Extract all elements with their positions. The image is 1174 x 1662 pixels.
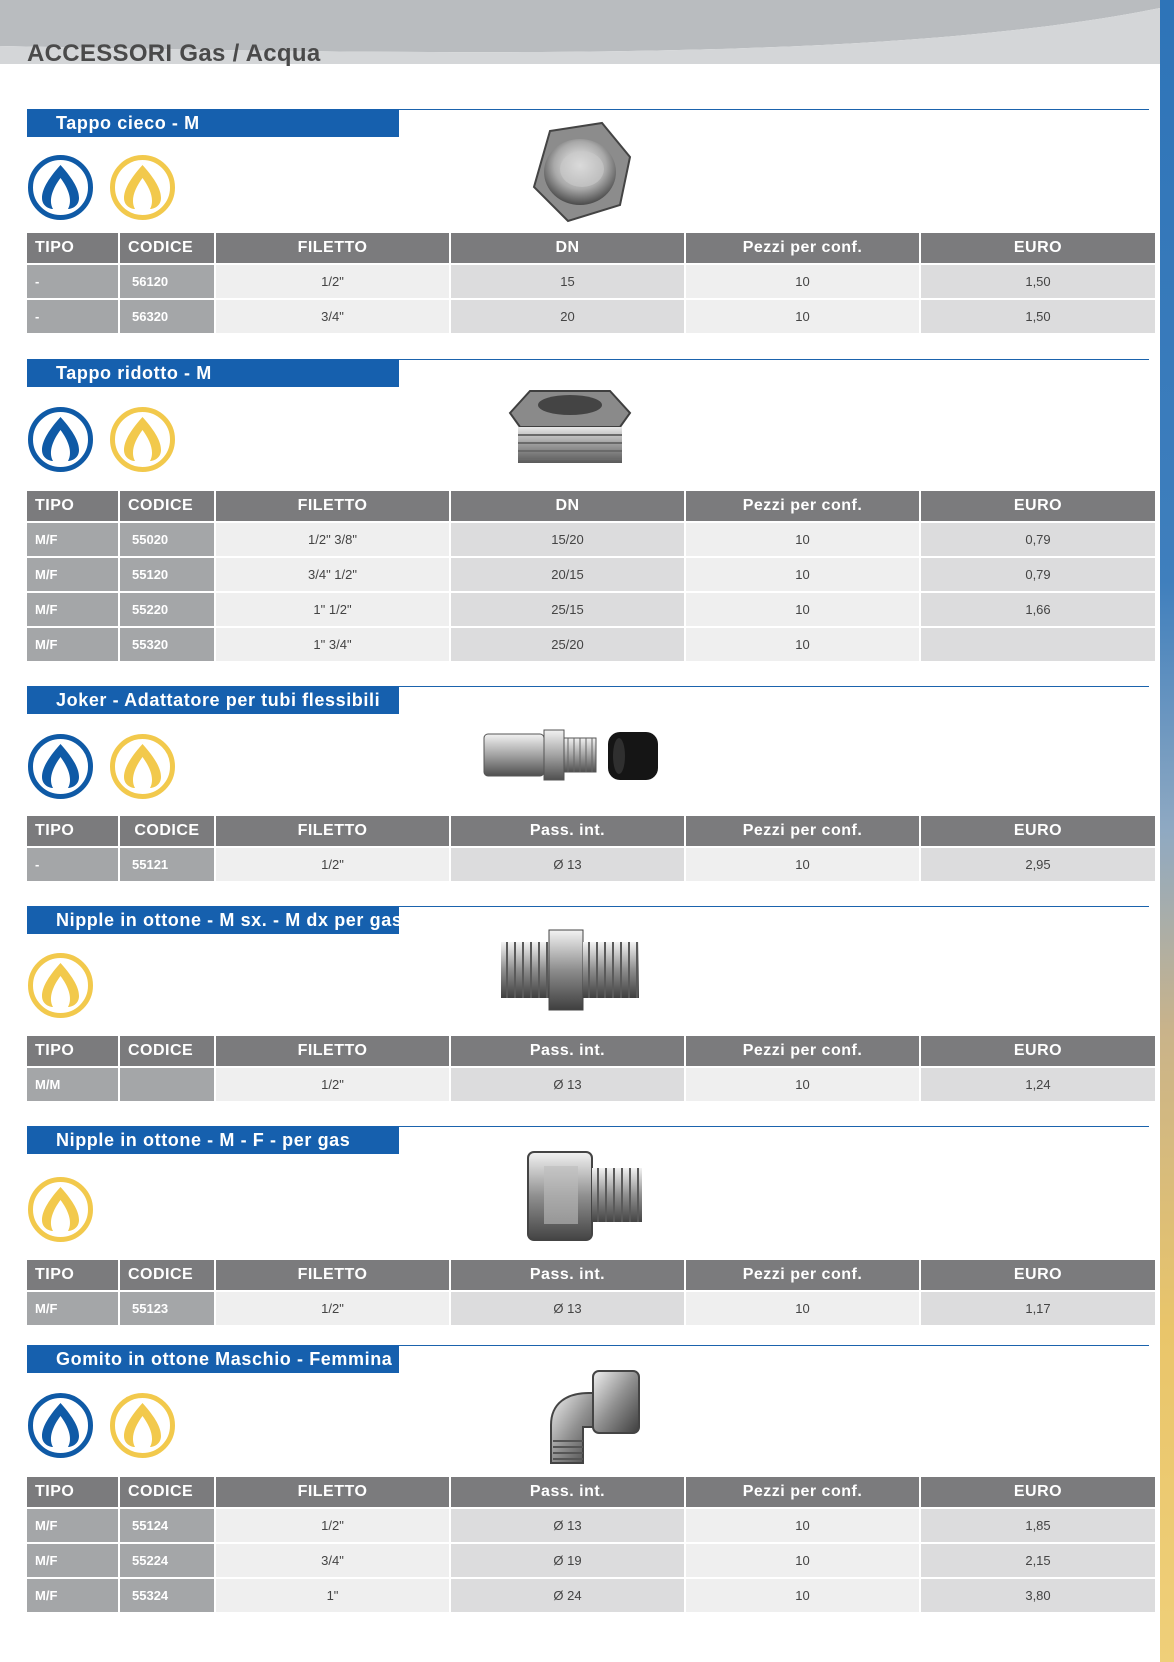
usage-icons [27,1392,176,1459]
col-header-filetto: FILETTO [216,1036,449,1066]
cell-pezzi: 10 [686,848,919,881]
cell-pezzi: 10 [686,593,919,626]
section-tappo-ridotto [27,359,1149,652]
col-header-filetto: FILETTO [216,816,449,846]
gas-flame-icon [27,1176,94,1243]
col-header-filetto: FILETTO [216,1477,449,1507]
spec-table [25,1475,1157,1614]
col-header-tipo: TIPO [27,1477,118,1507]
cell-codice: 55220 [120,593,214,626]
cell-tipo: M/F [27,1292,118,1325]
gas-flame-icon [109,733,176,800]
cell-dn: 25/20 [451,628,684,661]
table-row [27,523,1155,556]
water-flame-icon [27,154,94,221]
cell-codice: 56320 [120,300,214,333]
cell-codice: 55224 [120,1544,214,1577]
spec-table [25,1258,1157,1327]
product-image-tappo-cieco [520,117,640,227]
col-header-tipo: TIPO [27,233,118,263]
cell-filetto: 1" [216,1579,449,1612]
usage-icons [27,154,176,221]
table-row [27,265,1155,298]
cell-euro: 1,85 [921,1509,1155,1542]
gas-flame-icon [109,1392,176,1459]
cell-pezzi: 10 [686,523,919,556]
cell-dn: 15/20 [451,523,684,556]
cell-euro: 2,95 [921,848,1155,881]
section-tappo-cieco [27,109,1149,324]
section-title: Nipple in ottone - M - F - per gas [27,1126,399,1154]
cell-codice: 55120 [120,558,214,591]
cell-euro: 1,17 [921,1292,1155,1325]
cell-codice: 55324 [120,1579,214,1612]
spec-table [25,1034,1157,1103]
cell-tipo: M/F [27,593,118,626]
cell-pass-int: Ø 13 [451,848,684,881]
col-header-euro: EURO [921,1260,1155,1290]
cell-euro: 0,79 [921,558,1155,591]
cell-pezzi: 10 [686,300,919,333]
cell-euro: 1,50 [921,265,1155,298]
page-title: ACCESSORI Gas / Acqua [27,40,321,67]
cell-dn: 20 [451,300,684,333]
col-header-pass-int: Pass. int. [451,1260,684,1290]
col-header-dn: DN [451,233,684,263]
cell-codice: 56120 [120,265,214,298]
cell-pass-int: Ø 13 [451,1509,684,1542]
cell-euro: 0,79 [921,523,1155,556]
col-header-pass-int: Pass. int. [451,1477,684,1507]
section-nipple-mm [27,906,1149,1092]
cell-pass-int: Ø 13 [451,1292,684,1325]
cell-pass-int: Ø 19 [451,1544,684,1577]
cell-tipo: M/F [27,1544,118,1577]
section-nipple-mf [27,1126,1149,1316]
cell-pezzi: 10 [686,1509,919,1542]
cell-codice: 55320 [120,628,214,661]
cell-tipo: M/F [27,1579,118,1612]
table-row [27,1544,1155,1577]
col-header-dn: DN [451,491,684,521]
cell-tipo: M/F [27,1509,118,1542]
section-title: Joker - Adattatore per tubi flessibili [27,686,399,714]
table-row [27,1068,1155,1101]
cell-filetto: 1/2" [216,265,449,298]
section-joker [27,686,1149,872]
cell-filetto: 1/2" [216,848,449,881]
col-header-pezzi: Pezzi per conf. [686,233,919,263]
cell-dn: 20/15 [451,558,684,591]
col-header-euro: EURO [921,816,1155,846]
usage-icons [27,733,176,800]
usage-icons [27,952,94,1019]
col-header-euro: EURO [921,491,1155,521]
col-header-codice: CODICE [120,816,214,846]
section-title: Tappo ridotto - M [27,359,399,387]
section-title: Tappo cieco - M [27,109,399,137]
product-image-nipple-mm [497,924,647,1014]
table-row [27,300,1155,333]
cell-tipo: M/M [27,1068,118,1101]
cell-pezzi: 10 [686,1544,919,1577]
table-row [27,628,1155,661]
col-header-pass-int: Pass. int. [451,816,684,846]
cell-tipo: M/F [27,558,118,591]
cell-euro: 1,66 [921,593,1155,626]
cell-pass-int: Ø 24 [451,1579,684,1612]
cell-euro [921,628,1155,661]
section-title: Gomito in ottone Maschio - Femmina [27,1345,399,1373]
cell-codice [120,1068,214,1101]
cell-filetto: 1" 3/4" [216,628,449,661]
col-header-euro: EURO [921,1477,1155,1507]
col-header-euro: EURO [921,1036,1155,1066]
cell-filetto: 1/2" [216,1509,449,1542]
cell-tipo: - [27,848,118,881]
cell-tipo: - [27,300,118,333]
col-header-codice: CODICE [120,491,214,521]
cell-filetto: 1" 1/2" [216,593,449,626]
cell-dn: 15 [451,265,684,298]
col-header-pezzi: Pezzi per conf. [686,1036,919,1066]
col-header-tipo: TIPO [27,1036,118,1066]
table-row [27,1292,1155,1325]
cell-filetto: 1/2" [216,1068,449,1101]
col-header-euro: EURO [921,233,1155,263]
section-gomito [27,1345,1149,1603]
usage-icons [27,406,176,473]
product-image-tappo-ridotto [500,383,640,473]
cell-filetto: 3/4" [216,300,449,333]
spec-table [25,489,1157,663]
cell-tipo: M/F [27,628,118,661]
cell-filetto: 1/2" 3/8" [216,523,449,556]
col-header-pezzi: Pezzi per conf. [686,816,919,846]
cell-pezzi: 10 [686,1292,919,1325]
cell-codice: 55123 [120,1292,214,1325]
cell-pezzi: 10 [686,628,919,661]
cell-filetto: 1/2" [216,1292,449,1325]
col-header-filetto: FILETTO [216,233,449,263]
water-flame-icon [27,733,94,800]
col-header-pezzi: Pezzi per conf. [686,491,919,521]
water-flame-icon [27,1392,94,1459]
col-header-tipo: TIPO [27,1260,118,1290]
col-header-codice: CODICE [120,233,214,263]
edge-decoration [1160,0,1174,1662]
section-title: Nipple in ottone - M sx. - M dx per gas [27,906,399,934]
cell-tipo: M/F [27,523,118,556]
col-header-filetto: FILETTO [216,1260,449,1290]
product-image-joker [474,722,674,792]
cell-pezzi: 10 [686,1068,919,1101]
water-flame-icon [27,406,94,473]
col-header-tipo: TIPO [27,816,118,846]
product-image-gomito [537,1363,647,1473]
cell-dn: 25/15 [451,593,684,626]
cell-pezzi: 10 [686,558,919,591]
product-image-nipple-mf [522,1146,652,1246]
table-row [27,593,1155,626]
cell-euro: 1,50 [921,300,1155,333]
gas-flame-icon [27,952,94,1019]
col-header-tipo: TIPO [27,491,118,521]
cell-codice: 55121 [120,848,214,881]
col-header-pass-int: Pass. int. [451,1036,684,1066]
cell-euro: 2,15 [921,1544,1155,1577]
cell-euro: 1,24 [921,1068,1155,1101]
gas-flame-icon [109,154,176,221]
cell-pezzi: 10 [686,1579,919,1612]
table-row [27,1579,1155,1612]
table-row [27,558,1155,591]
col-header-pezzi: Pezzi per conf. [686,1477,919,1507]
col-header-filetto: FILETTO [216,491,449,521]
cell-filetto: 3/4" [216,1544,449,1577]
table-row [27,848,1155,881]
cell-filetto: 3/4" 1/2" [216,558,449,591]
spec-table [25,814,1157,883]
cell-codice: 55020 [120,523,214,556]
col-header-codice: CODICE [120,1260,214,1290]
spec-table [25,231,1157,335]
cell-pass-int: Ø 13 [451,1068,684,1101]
usage-icons [27,1176,94,1243]
col-header-codice: CODICE [120,1036,214,1066]
cell-tipo: - [27,265,118,298]
cell-euro: 3,80 [921,1579,1155,1612]
cell-pezzi: 10 [686,265,919,298]
table-row [27,1509,1155,1542]
col-header-codice: CODICE [120,1477,214,1507]
col-header-pezzi: Pezzi per conf. [686,1260,919,1290]
cell-codice: 55124 [120,1509,214,1542]
gas-flame-icon [109,406,176,473]
